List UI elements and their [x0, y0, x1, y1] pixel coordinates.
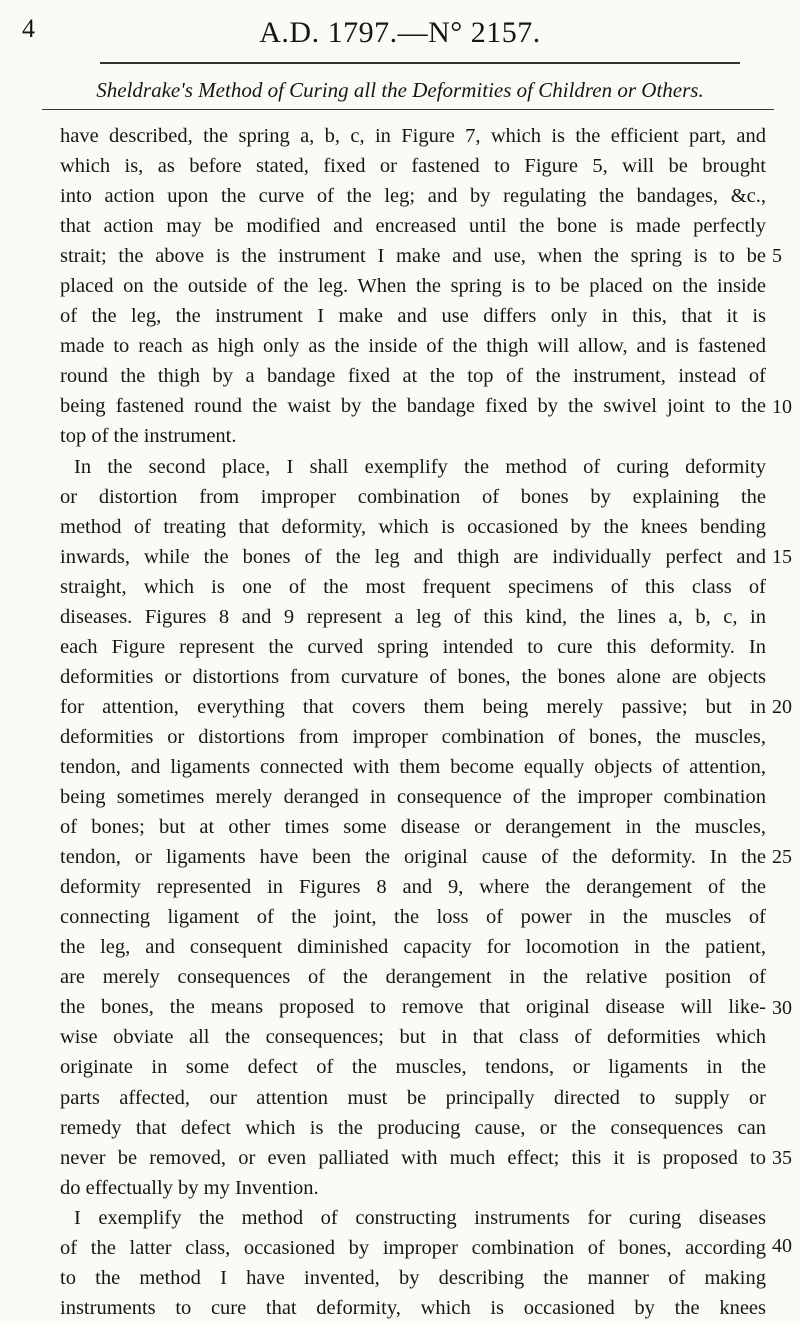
text-line: connecting ligament of the joint, the loss of power in the muscles of [60, 906, 766, 929]
text-line: instruments to cure that deformity, which is occasioned by the knees [60, 1296, 766, 1319]
text-line: top of the instrument. [60, 425, 237, 448]
text-line: the bones, the means proposed to remove that original disease will like- [60, 996, 766, 1019]
line-number: 10 [772, 395, 792, 418]
text-line: I exemplify the method of constructing instruments for curing diseases [74, 1206, 766, 1229]
text-line: parts affected, our attention must be principally directed to supply or [60, 1086, 766, 1109]
page-title: A.D. 1797.—N° 2157. [259, 16, 541, 49]
text-line: of the latter class, occasioned by improper combination of bones, according [60, 1236, 766, 1259]
text-line: remedy that defect which is the producing cause, or the consequences can [60, 1116, 766, 1139]
text-line: deformities or distortions from curvature of bones, the bones alone are objects [60, 665, 766, 688]
text-line: which is, as before stated, fixed or fastened to Figure 5, will be brought [60, 155, 766, 178]
text-line: never be removed, or even palliated with much effect; this it is proposed to [60, 1146, 766, 1169]
text-line: originate in some defect of the muscles, tendons, or ligaments in the [60, 1056, 766, 1079]
page-number: 4 [22, 14, 35, 43]
text-line: that action may be modified and encreased until the bone is made perfectly [60, 215, 766, 238]
line-number: 30 [772, 996, 792, 1019]
text-line: wise obviate all the consequences; but in that class of deformities which [60, 1026, 766, 1049]
text-line: method of treating that deformity, which is occasioned by the knees bending [60, 515, 766, 538]
text-line: round the thigh by a bandage fixed at the top of the instrument, instead of [60, 365, 766, 388]
header-rule [100, 62, 740, 64]
text-line: for attention, everything that covers them being merely passive; but in [60, 695, 766, 718]
text-line: of the leg, the instrument I make and use differs only in this, that it is [60, 305, 766, 328]
text-line: of bones; but at other times some disease or derangement in the muscles, [60, 816, 766, 839]
text-line: into action upon the curve of the leg; and by regulating the bandages, &c., [60, 185, 766, 208]
text-line: do effectually by my Invention. [60, 1176, 319, 1199]
text-line: straight, which is one of the most frequent specimens of this class of [60, 575, 766, 598]
line-number: 5 [772, 245, 782, 268]
line-number: 15 [772, 545, 792, 568]
running-head: Sheldrake's Method of Curing all the Deformities of Children or Others. [96, 78, 704, 102]
text-line: each Figure represent the curved spring intended to cure this deformity. In [60, 635, 766, 658]
text-line: deformities or distortions from improper combination of bones, the muscles, [60, 725, 766, 748]
body-text [60, 121, 766, 1323]
text-line: made to reach as high only as the inside of the thigh will allow, and is fastened [60, 335, 766, 358]
text-line: being fastened round the waist by the bandage fixed by the swivel joint to the [60, 395, 766, 418]
text-line: diseases. Figures 8 and 9 represent a leg of this kind, the lines a, b, c, in [60, 605, 766, 628]
text-line: deformity represented in Figures 8 and 9, where the derangement of the [60, 876, 766, 899]
text-line: placed on the outside of the leg. When the spring is to be placed on the inside [60, 275, 766, 298]
text-line: being sometimes merely deranged in consequence of the improper combination [60, 786, 766, 809]
text-line: are merely consequences of the derangement in the relative position of [60, 966, 766, 989]
text-line: tendon, and ligaments connected with them become equally objects of attention, [60, 755, 766, 778]
line-number: 25 [772, 846, 792, 869]
line-number: 35 [772, 1146, 792, 1169]
text-line: tendon, or ligaments have been the original cause of the deformity. In the [60, 846, 766, 869]
text-line: strait; the above is the instrument I make and use, when the spring is to be [60, 245, 766, 268]
text-line: In the second place, I shall exemplify the method of curing deformity [74, 455, 766, 478]
line-number: 20 [772, 696, 792, 718]
text-line: to the method I have invented, by describing the manner of making [60, 1266, 766, 1289]
text-line: or distortion from improper combination of bones by explaining the [60, 485, 766, 508]
text-line: the leg, and consequent diminished capacity for locomotion in the patient, [60, 936, 766, 959]
text-line: have described, the spring a, b, c, in Figure 7, which is the efficient part, and [60, 125, 766, 147]
line-number: 40 [772, 1235, 792, 1257]
text-line: inwards, while the bones of the leg and thigh are individually perfect and [60, 545, 766, 568]
running-head-rule [42, 109, 774, 110]
